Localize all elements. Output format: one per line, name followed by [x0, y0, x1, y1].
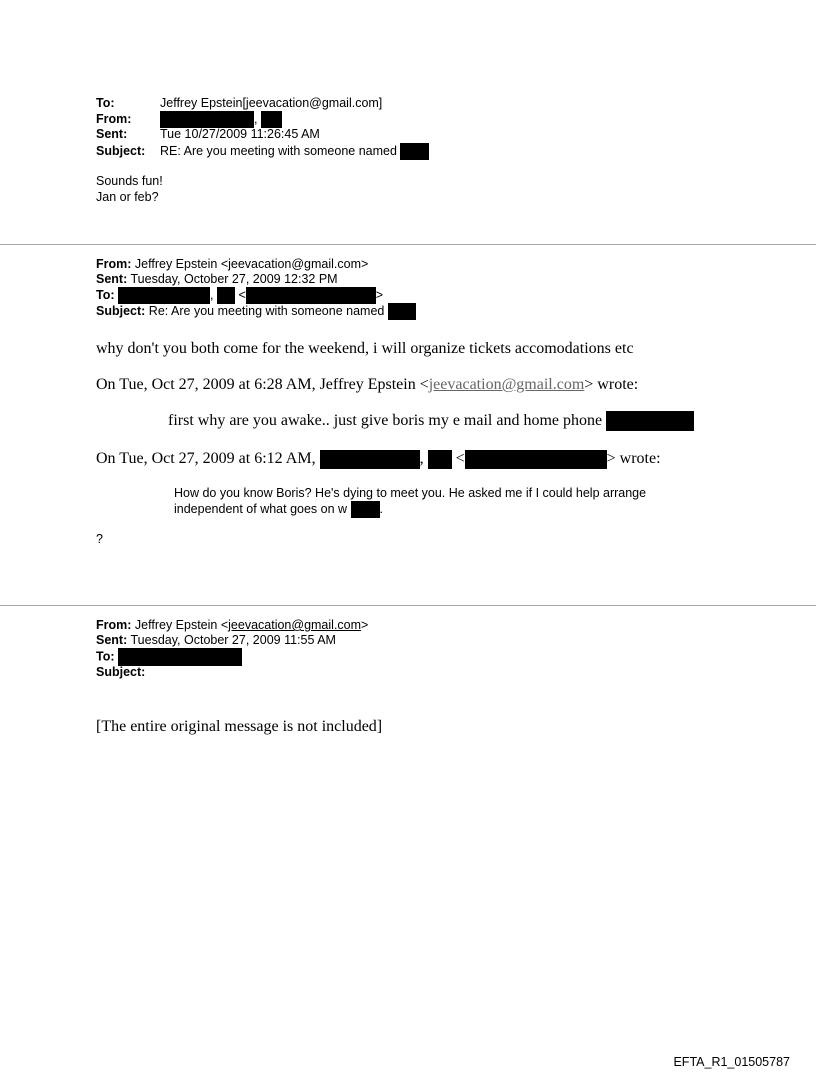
- quote2-suffix: > wrote:: [606, 450, 661, 467]
- header-from-row: [96, 111, 282, 128]
- header-to-row: [96, 96, 382, 111]
- redaction-block: [118, 648, 242, 666]
- divider: [0, 605, 816, 606]
- sent-label: Sent:: [96, 127, 128, 141]
- message3-sent-value: Tuesday, October 27, 2009 11:55 AM: [130, 633, 336, 647]
- message2-from-label: From:: [96, 257, 132, 271]
- quote1-suffix: > wrote:: [584, 376, 639, 393]
- message3-email-link[interactable]: jeevacation@gmail.com: [228, 618, 362, 632]
- message2-sent-value: Tuesday, October 27, 2009 12:32 PM: [130, 272, 338, 286]
- redaction-block: [217, 287, 235, 304]
- message2-subject-label: Subject:: [96, 303, 146, 318]
- redaction-block: [400, 143, 429, 160]
- reply-line-1: Sounds fun!: [96, 174, 163, 188]
- message2-to-label: To:: [96, 287, 115, 302]
- to-value: Jeffrey Epstein[jeevacation@gmail.com]: [160, 96, 383, 110]
- message3-to-label: To:: [96, 649, 115, 664]
- quote2-attribution: [96, 449, 661, 469]
- redaction-block: [428, 450, 452, 469]
- quote2-line-2: [174, 501, 383, 518]
- angle-open: <: [238, 287, 246, 302]
- message2-subject-value: Re: Are you meeting with someone named: [148, 303, 385, 318]
- divider: [0, 244, 816, 245]
- to-label: To:: [96, 96, 115, 110]
- message3-subject-label: Subject:: [96, 665, 146, 679]
- message3-from-row: [96, 618, 368, 633]
- quote1-text: first why are you awake.. just give boris my e mail and home phone: [168, 412, 603, 429]
- header-sent-row: [96, 127, 320, 142]
- quote1-prefix: On Tue, Oct 27, 2009 at 6:28 AM, Jeffrey Epstein <: [96, 376, 429, 393]
- redaction-block: [606, 411, 694, 431]
- angle-open: <: [455, 450, 465, 467]
- redaction-block: [351, 501, 380, 518]
- subject-value: RE: Are you meeting with someone named: [160, 143, 397, 158]
- quote2-prefix: On Tue, Oct 27, 2009 at 6:12 AM,: [96, 450, 316, 467]
- message2-to-row: [96, 287, 383, 304]
- redaction-block: [465, 450, 607, 469]
- sent-value: Tue 10/27/2009 11:26:45 AM: [160, 127, 320, 141]
- redaction-block: [388, 303, 416, 320]
- message3-from-suffix: >: [361, 618, 369, 632]
- period: .: [379, 501, 384, 516]
- message2-from-value: Jeffrey Epstein <jeevacation@gmail.com>: [134, 257, 369, 271]
- redaction-block: [160, 111, 254, 128]
- question-mark: ?: [96, 532, 103, 546]
- from-separator: ,: [254, 111, 258, 126]
- message3-from-prefix: Jeffrey Epstein <: [134, 618, 229, 632]
- quote2-line-2-text: independent of what goes on w: [174, 501, 348, 516]
- message2-from-row: [96, 257, 368, 272]
- quote1-body: [168, 411, 694, 431]
- from-label: From:: [96, 111, 132, 126]
- message2-sent-row: [96, 272, 338, 287]
- quote1-attribution: [96, 375, 638, 394]
- message3-sent-label: Sent:: [96, 633, 128, 647]
- redaction-block: [118, 287, 210, 304]
- document-id: EFTA_R1_01505787: [673, 1055, 790, 1069]
- separator: ,: [210, 287, 214, 302]
- separator: ,: [419, 450, 424, 467]
- message3-to-row: [96, 648, 242, 666]
- subject-label: Subject:: [96, 143, 146, 158]
- redaction-block: [320, 450, 420, 469]
- message2-subject-row: [96, 303, 416, 320]
- message2-body: why don't you both come for the weekend, i will organize tickets accomodations etc: [96, 340, 634, 357]
- quote1-email-link[interactable]: jeevacation@gmail.com: [428, 376, 585, 393]
- message3-subject-row: [96, 665, 145, 680]
- redaction-block: [261, 111, 282, 128]
- header-subject-row: [96, 143, 429, 160]
- redaction-block: [246, 287, 376, 304]
- message2-sent-label: Sent:: [96, 272, 128, 286]
- message3-sent-row: [96, 633, 336, 648]
- message3-note: [The entire original message is not included]: [96, 718, 383, 735]
- reply-line-2: Jan or feb?: [96, 190, 159, 204]
- quote2-line-1: How do you know Boris? He's dying to meet you. He asked me if I could help arrange: [174, 486, 647, 500]
- message3-from-label: From:: [96, 618, 132, 632]
- angle-close: >: [375, 287, 384, 302]
